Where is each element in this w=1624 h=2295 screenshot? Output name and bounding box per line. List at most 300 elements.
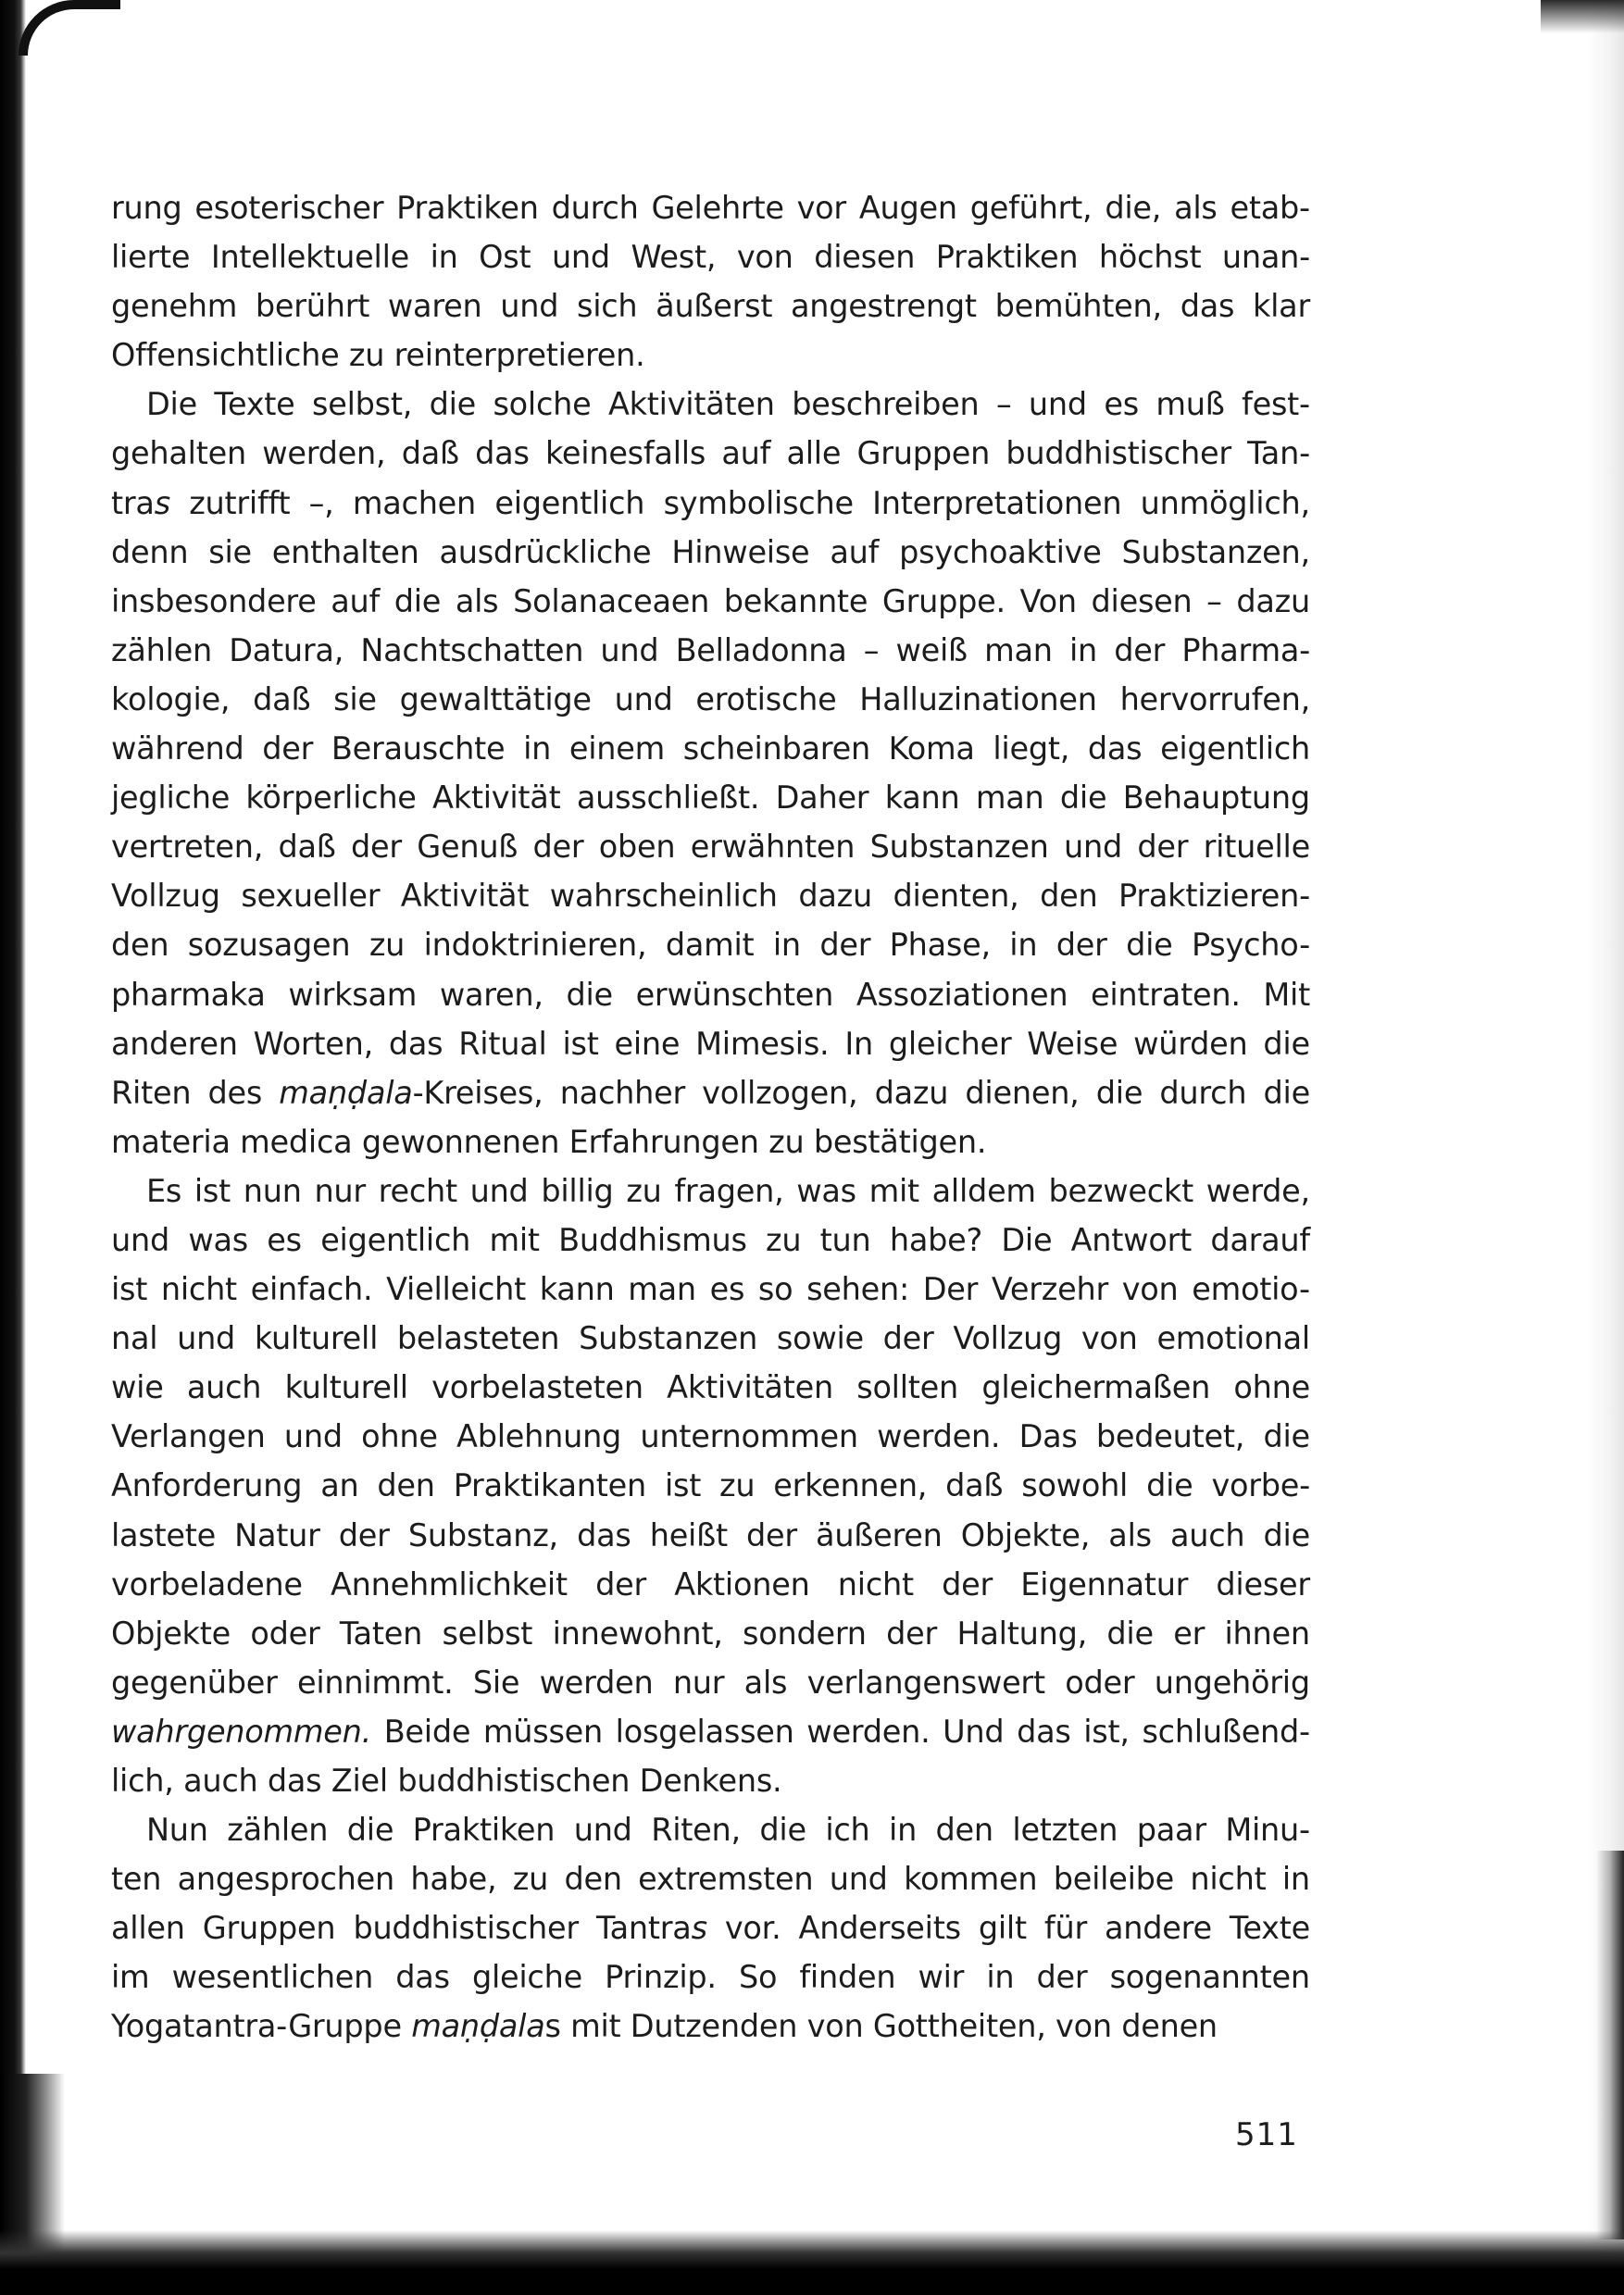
- text-segment: sondern: [743, 1615, 867, 1652]
- text-line: [111, 1265, 1310, 1314]
- text-segment: wir: [918, 1959, 965, 1996]
- text-segment: als: [455, 582, 499, 619]
- text-segment: denn: [111, 533, 189, 570]
- text-segment: bekannte: [723, 582, 868, 619]
- word: [1108, 1511, 1152, 1560]
- text-segment: Ablehnung: [456, 1418, 622, 1455]
- word: [389, 1019, 443, 1068]
- word: [953, 1314, 1062, 1363]
- word: [1170, 1511, 1244, 1560]
- word: [676, 626, 847, 675]
- text-segment: oder: [250, 1615, 320, 1652]
- word: [111, 626, 212, 675]
- paragraph: [111, 183, 1310, 380]
- word: [394, 577, 441, 626]
- word: [111, 1707, 371, 1756]
- word: [254, 1019, 373, 1068]
- text-line: [111, 281, 1310, 331]
- text-segment: es: [267, 1221, 302, 1258]
- text-line: [111, 528, 1310, 577]
- text-segment: machen: [352, 484, 477, 521]
- text-line: [111, 380, 1310, 429]
- word: [1029, 380, 1087, 429]
- text-segment: von: [1081, 1320, 1138, 1357]
- text-segment: sich: [576, 288, 638, 325]
- text-segment: das: [1087, 730, 1143, 767]
- word: [710, 1265, 745, 1314]
- text-line: [111, 1903, 1310, 1952]
- text-segment: dazu: [798, 878, 872, 915]
- text-segment: esoterischer: [194, 190, 384, 226]
- text-segment: als: [1108, 1516, 1152, 1553]
- word: [664, 479, 854, 528]
- word: [178, 1854, 394, 1903]
- word: [1141, 479, 1310, 528]
- scan-edge-top-left-curve: [19, 0, 120, 56]
- word: [513, 577, 709, 626]
- text-segment: das: [395, 1959, 450, 1996]
- text-segment: Offensichtliche zu reinterpretieren.: [111, 337, 645, 374]
- text-line: [111, 1756, 1310, 1805]
- word: [146, 1805, 208, 1854]
- text-segment: beileibe: [1053, 1861, 1175, 1898]
- word: [188, 920, 351, 969]
- text-segment: der: [532, 829, 584, 866]
- word: [744, 1658, 788, 1707]
- text-segment: innewohnt,: [552, 1615, 723, 1652]
- word: [560, 1068, 685, 1117]
- word: [1160, 724, 1310, 773]
- text-segment: zu: [766, 1221, 802, 1258]
- word: [579, 1314, 757, 1363]
- word: [1114, 626, 1165, 675]
- paragraph: [111, 1166, 1310, 1805]
- text-segment: So: [738, 1959, 778, 1996]
- word: [111, 1363, 164, 1412]
- word: [965, 1068, 1079, 1117]
- word: [1211, 1461, 1310, 1510]
- text-segment: was: [796, 1172, 856, 1209]
- text-segment: mit: [489, 1221, 540, 1258]
- text-segment: Gruppen: [856, 435, 991, 472]
- text-segment: gegenüber: [111, 1664, 278, 1701]
- word: [608, 380, 775, 429]
- text-segment: daß: [945, 1467, 1004, 1504]
- text-line: [111, 1019, 1310, 1068]
- word: [384, 1707, 471, 1756]
- word: [666, 920, 755, 969]
- word: [111, 429, 246, 478]
- word: [577, 773, 759, 822]
- word: [483, 1707, 603, 1756]
- word: [256, 281, 369, 331]
- text-segment: und: [573, 1812, 632, 1849]
- text-segment: –: [863, 631, 880, 668]
- word: [889, 724, 975, 773]
- text-segment: –: [1206, 582, 1222, 619]
- word: [111, 281, 237, 331]
- text-segment: emotional: [1156, 1320, 1310, 1357]
- word: [331, 577, 380, 626]
- word: [889, 1805, 917, 1854]
- word: [475, 429, 530, 478]
- text-segment: Yogatantra-Gruppe: [111, 2008, 412, 2045]
- text-segment: Substanzen: [579, 1320, 758, 1357]
- word: [1118, 871, 1310, 920]
- word: [1037, 1952, 1088, 2002]
- text-segment: unternommen: [640, 1418, 858, 1455]
- text-segment: fest-: [1242, 386, 1310, 423]
- text-segment: sehen:: [806, 1271, 909, 1308]
- word: [241, 871, 380, 920]
- text-segment: zu: [512, 1861, 549, 1898]
- word: [799, 1952, 895, 2002]
- word: [628, 1265, 696, 1314]
- text-segment: Ritual: [458, 1025, 547, 1062]
- text-segment: habe?: [889, 1221, 983, 1258]
- word: [895, 626, 967, 675]
- word: [1020, 577, 1077, 626]
- word: [558, 1216, 747, 1265]
- text-segment: dieser: [1216, 1565, 1310, 1603]
- text-segment: Minu-: [1225, 1812, 1310, 1849]
- word: [1146, 1461, 1193, 1510]
- text-segment: Objekte,: [960, 1516, 1091, 1553]
- text-segment: andere: [1105, 1910, 1212, 1947]
- word: [1206, 577, 1222, 626]
- word: [638, 1854, 813, 1903]
- text-segment: gleicher: [888, 1025, 1012, 1062]
- text-segment: hervorrufen,: [1119, 680, 1310, 717]
- text-segment: damit: [665, 927, 755, 964]
- text-segment: in: [889, 1812, 918, 1849]
- word: [650, 1511, 728, 1560]
- word: [493, 380, 591, 429]
- word: [725, 1903, 781, 1952]
- text-segment: den: [377, 1467, 435, 1504]
- word: [111, 724, 244, 773]
- text-segment: in: [986, 1959, 1015, 1996]
- word: [1282, 1854, 1310, 1903]
- text-segment: von: [736, 239, 793, 276]
- text-segment: diesen: [1091, 582, 1193, 619]
- text-segment: belasteten: [396, 1320, 560, 1357]
- body-text: [111, 183, 1310, 2052]
- word: [656, 281, 772, 331]
- text-segment: berührt: [255, 288, 370, 325]
- word: [859, 675, 1096, 724]
- text-segment: waren: [387, 288, 482, 325]
- text-segment: zutrifft: [189, 484, 291, 521]
- word: [400, 675, 592, 724]
- word: [284, 1412, 343, 1461]
- word: [1017, 1707, 1071, 1756]
- text-segment: durch: [1159, 1074, 1247, 1111]
- text-segment: den: [935, 1812, 993, 1849]
- text-segment: das: [577, 1516, 631, 1553]
- text-segment: alldem: [931, 1172, 1036, 1209]
- text-segment: Natur: [234, 1516, 320, 1553]
- text-segment: ist: [111, 1271, 148, 1308]
- text-segment: dienten,: [893, 878, 1019, 915]
- text-segment: die: [1263, 1074, 1310, 1111]
- word: [386, 1265, 526, 1314]
- text-segment: sowohl: [1021, 1467, 1129, 1504]
- text-segment: vorbeladene: [111, 1565, 303, 1603]
- text-segment: letzten: [1012, 1812, 1118, 1849]
- word: [814, 232, 915, 281]
- word: [806, 1707, 930, 1756]
- text-segment: das: [1017, 1713, 1071, 1750]
- word: [875, 1068, 949, 1117]
- word: [885, 773, 960, 822]
- word: [1159, 1068, 1246, 1117]
- text-segment: nun: [243, 1172, 302, 1209]
- text-segment: werden.: [877, 1418, 1001, 1455]
- text-segment: ausschließt.: [576, 780, 760, 817]
- text-segment: von: [1121, 1271, 1179, 1308]
- text-segment: oben: [598, 829, 676, 866]
- word: [890, 1216, 982, 1265]
- word: [596, 1903, 707, 1952]
- text-segment: Belladonna: [675, 631, 847, 668]
- word: [1049, 1166, 1193, 1216]
- text-segment: in: [1068, 631, 1098, 668]
- word: [799, 1903, 961, 1952]
- text-segment: Daher: [775, 780, 869, 817]
- word: [552, 232, 610, 281]
- word: [1264, 1068, 1310, 1117]
- text-segment: höchst: [1098, 239, 1202, 276]
- text-segment: und: [283, 1418, 343, 1455]
- text-segment: billig: [541, 1172, 614, 1209]
- word: [410, 1854, 496, 1903]
- word: [211, 232, 409, 281]
- text-segment: allen: [111, 1910, 185, 1947]
- word: [208, 1068, 263, 1117]
- text-segment: daß: [401, 435, 459, 472]
- text-segment: werden: [539, 1664, 654, 1701]
- word: [889, 1019, 1012, 1068]
- word: [458, 1019, 546, 1068]
- word: [615, 675, 673, 724]
- word: [562, 1019, 598, 1068]
- word: [111, 1952, 149, 2002]
- text-line: [111, 1560, 1310, 1609]
- word: [1081, 1314, 1138, 1363]
- word: [616, 1707, 794, 1756]
- text-segment: sie: [333, 680, 377, 717]
- text-segment: für: [1043, 1910, 1087, 1947]
- text-segment: Die: [146, 386, 197, 423]
- word: [759, 1805, 806, 1854]
- word: [786, 429, 841, 478]
- text-segment: die: [346, 1812, 394, 1849]
- text-segment: es: [1104, 386, 1139, 423]
- text-segment: und: [1064, 829, 1123, 866]
- text-segment: fragen,: [674, 1172, 784, 1209]
- word: [636, 970, 834, 1019]
- text-segment: werde,: [1206, 1172, 1310, 1209]
- text-segment: eintraten.: [1091, 976, 1241, 1013]
- text-segment: psychoaktive: [899, 533, 1102, 570]
- text-segment: eigentlich: [1160, 730, 1310, 767]
- word: [1006, 429, 1230, 478]
- word: [396, 183, 539, 232]
- text-segment: klar: [1252, 288, 1310, 325]
- word: [816, 1511, 943, 1560]
- text-segment: die: [1106, 1615, 1154, 1652]
- text-segment: er: [1173, 1615, 1206, 1652]
- word: [353, 479, 476, 528]
- word: [288, 970, 417, 1019]
- text-segment: ist: [194, 1172, 231, 1209]
- text-segment: Texte: [1229, 1910, 1310, 1947]
- text-segment: Aktivitäten: [607, 386, 775, 423]
- word: [262, 724, 313, 773]
- text-segment: Augen: [858, 190, 957, 226]
- word: [595, 1560, 646, 1609]
- word: [177, 1314, 235, 1363]
- text-segment: man: [975, 780, 1044, 817]
- word: [250, 1609, 319, 1658]
- text-segment: die: [1126, 927, 1173, 964]
- text-line: [111, 871, 1310, 920]
- text-segment: der: [886, 1615, 938, 1652]
- word: [340, 1609, 422, 1658]
- word: [513, 1854, 548, 1903]
- word: [227, 1805, 328, 1854]
- word: [976, 773, 1044, 822]
- word: [1099, 232, 1201, 281]
- word: [577, 1511, 631, 1560]
- word: [857, 429, 991, 478]
- text-segment: Ost: [479, 239, 531, 276]
- text-segment: der: [1036, 1959, 1088, 1996]
- word: [339, 1511, 390, 1560]
- text-segment: tra: [111, 484, 155, 521]
- text-segment: ist: [562, 1025, 599, 1062]
- text-segment: scheinbaren: [682, 730, 870, 767]
- text-segment: –: [995, 386, 1012, 423]
- text-segment: in: [1281, 1861, 1310, 1898]
- text-segment: in: [1009, 927, 1038, 964]
- word: [1190, 1854, 1266, 1903]
- text-segment: vertreten,: [111, 829, 264, 866]
- word: [792, 380, 979, 429]
- word: [936, 1805, 993, 1854]
- text-segment: keinesfalls: [544, 435, 706, 472]
- word: [1137, 1805, 1206, 1854]
- text-segment: indoktrinieren,: [423, 927, 647, 964]
- text-segment: in: [772, 927, 801, 964]
- word: [361, 1412, 438, 1461]
- text-segment: gilt: [978, 1910, 1027, 1947]
- word: [146, 380, 197, 429]
- word: [877, 1412, 1000, 1461]
- word: [172, 1952, 374, 2002]
- word: [333, 675, 377, 724]
- word: [146, 1166, 181, 1216]
- text-segment: insbesondere: [111, 582, 317, 619]
- text-segment: sowie: [776, 1320, 864, 1357]
- word: [189, 479, 290, 528]
- text-segment: Nachtschatten: [360, 631, 584, 668]
- text-segment: den: [111, 927, 169, 964]
- word: [856, 1363, 958, 1412]
- word: [859, 183, 957, 232]
- word: [351, 822, 402, 871]
- text-segment: und: [829, 1861, 888, 1898]
- text-segment: Das: [1018, 1418, 1078, 1455]
- word: [1192, 920, 1310, 969]
- text-segment: einnimmt.: [296, 1664, 454, 1701]
- text-segment: kann: [539, 1271, 615, 1308]
- text-segment: Gelehrte: [651, 190, 784, 226]
- text-segment: Vollzug: [953, 1320, 1063, 1357]
- text-segment: vor: [796, 190, 846, 226]
- word: [1181, 281, 1235, 331]
- word: [981, 1363, 1210, 1412]
- text-segment: recht: [378, 1172, 457, 1209]
- word: [1044, 1903, 1087, 1952]
- text-segment: und: [614, 680, 673, 717]
- text-segment: nachher: [559, 1074, 685, 1111]
- text-segment: daß: [278, 829, 336, 866]
- text-segment: Praktiken: [396, 190, 539, 226]
- text-segment: Vielleicht: [386, 1271, 527, 1308]
- text-segment: man: [628, 1271, 696, 1308]
- text-segment: einfach.: [250, 1271, 373, 1308]
- word: [111, 1560, 303, 1609]
- word: [1204, 822, 1310, 871]
- word: [431, 232, 458, 281]
- text-line: [111, 2002, 1310, 2051]
- word: [872, 479, 1121, 528]
- word: [379, 1166, 457, 1216]
- text-segment: Die: [1001, 1221, 1053, 1258]
- word: [1233, 1363, 1310, 1412]
- word: [683, 724, 870, 773]
- word: [904, 1854, 1037, 1903]
- word: [111, 183, 182, 232]
- text-segment: während: [111, 730, 244, 767]
- word: [737, 232, 793, 281]
- text-segment: kann: [884, 780, 960, 817]
- text-segment: Koma: [888, 730, 975, 767]
- text-segment: im: [111, 1959, 150, 1996]
- word: [1247, 429, 1310, 478]
- word: [245, 773, 416, 822]
- text-segment: Eigennatur: [1020, 1565, 1189, 1603]
- word: [395, 1952, 450, 2002]
- text-line: [111, 1952, 1310, 2002]
- text-segment: West,: [631, 239, 717, 276]
- text-segment: gleiche: [471, 1959, 582, 1996]
- word: [253, 675, 310, 724]
- text-segment: alle: [786, 435, 842, 472]
- text-segment: äußerst: [656, 288, 773, 325]
- word: [353, 1903, 578, 1952]
- text-segment: einem: [568, 730, 666, 767]
- text-segment: Annehmlichkeit: [331, 1565, 568, 1603]
- text-segment: waren,: [439, 976, 543, 1013]
- text-segment: Solanaceaen: [513, 582, 710, 619]
- word: [773, 920, 801, 969]
- word: [279, 1068, 543, 1117]
- text-segment: vorbe-: [1211, 1467, 1310, 1504]
- word: [819, 920, 870, 969]
